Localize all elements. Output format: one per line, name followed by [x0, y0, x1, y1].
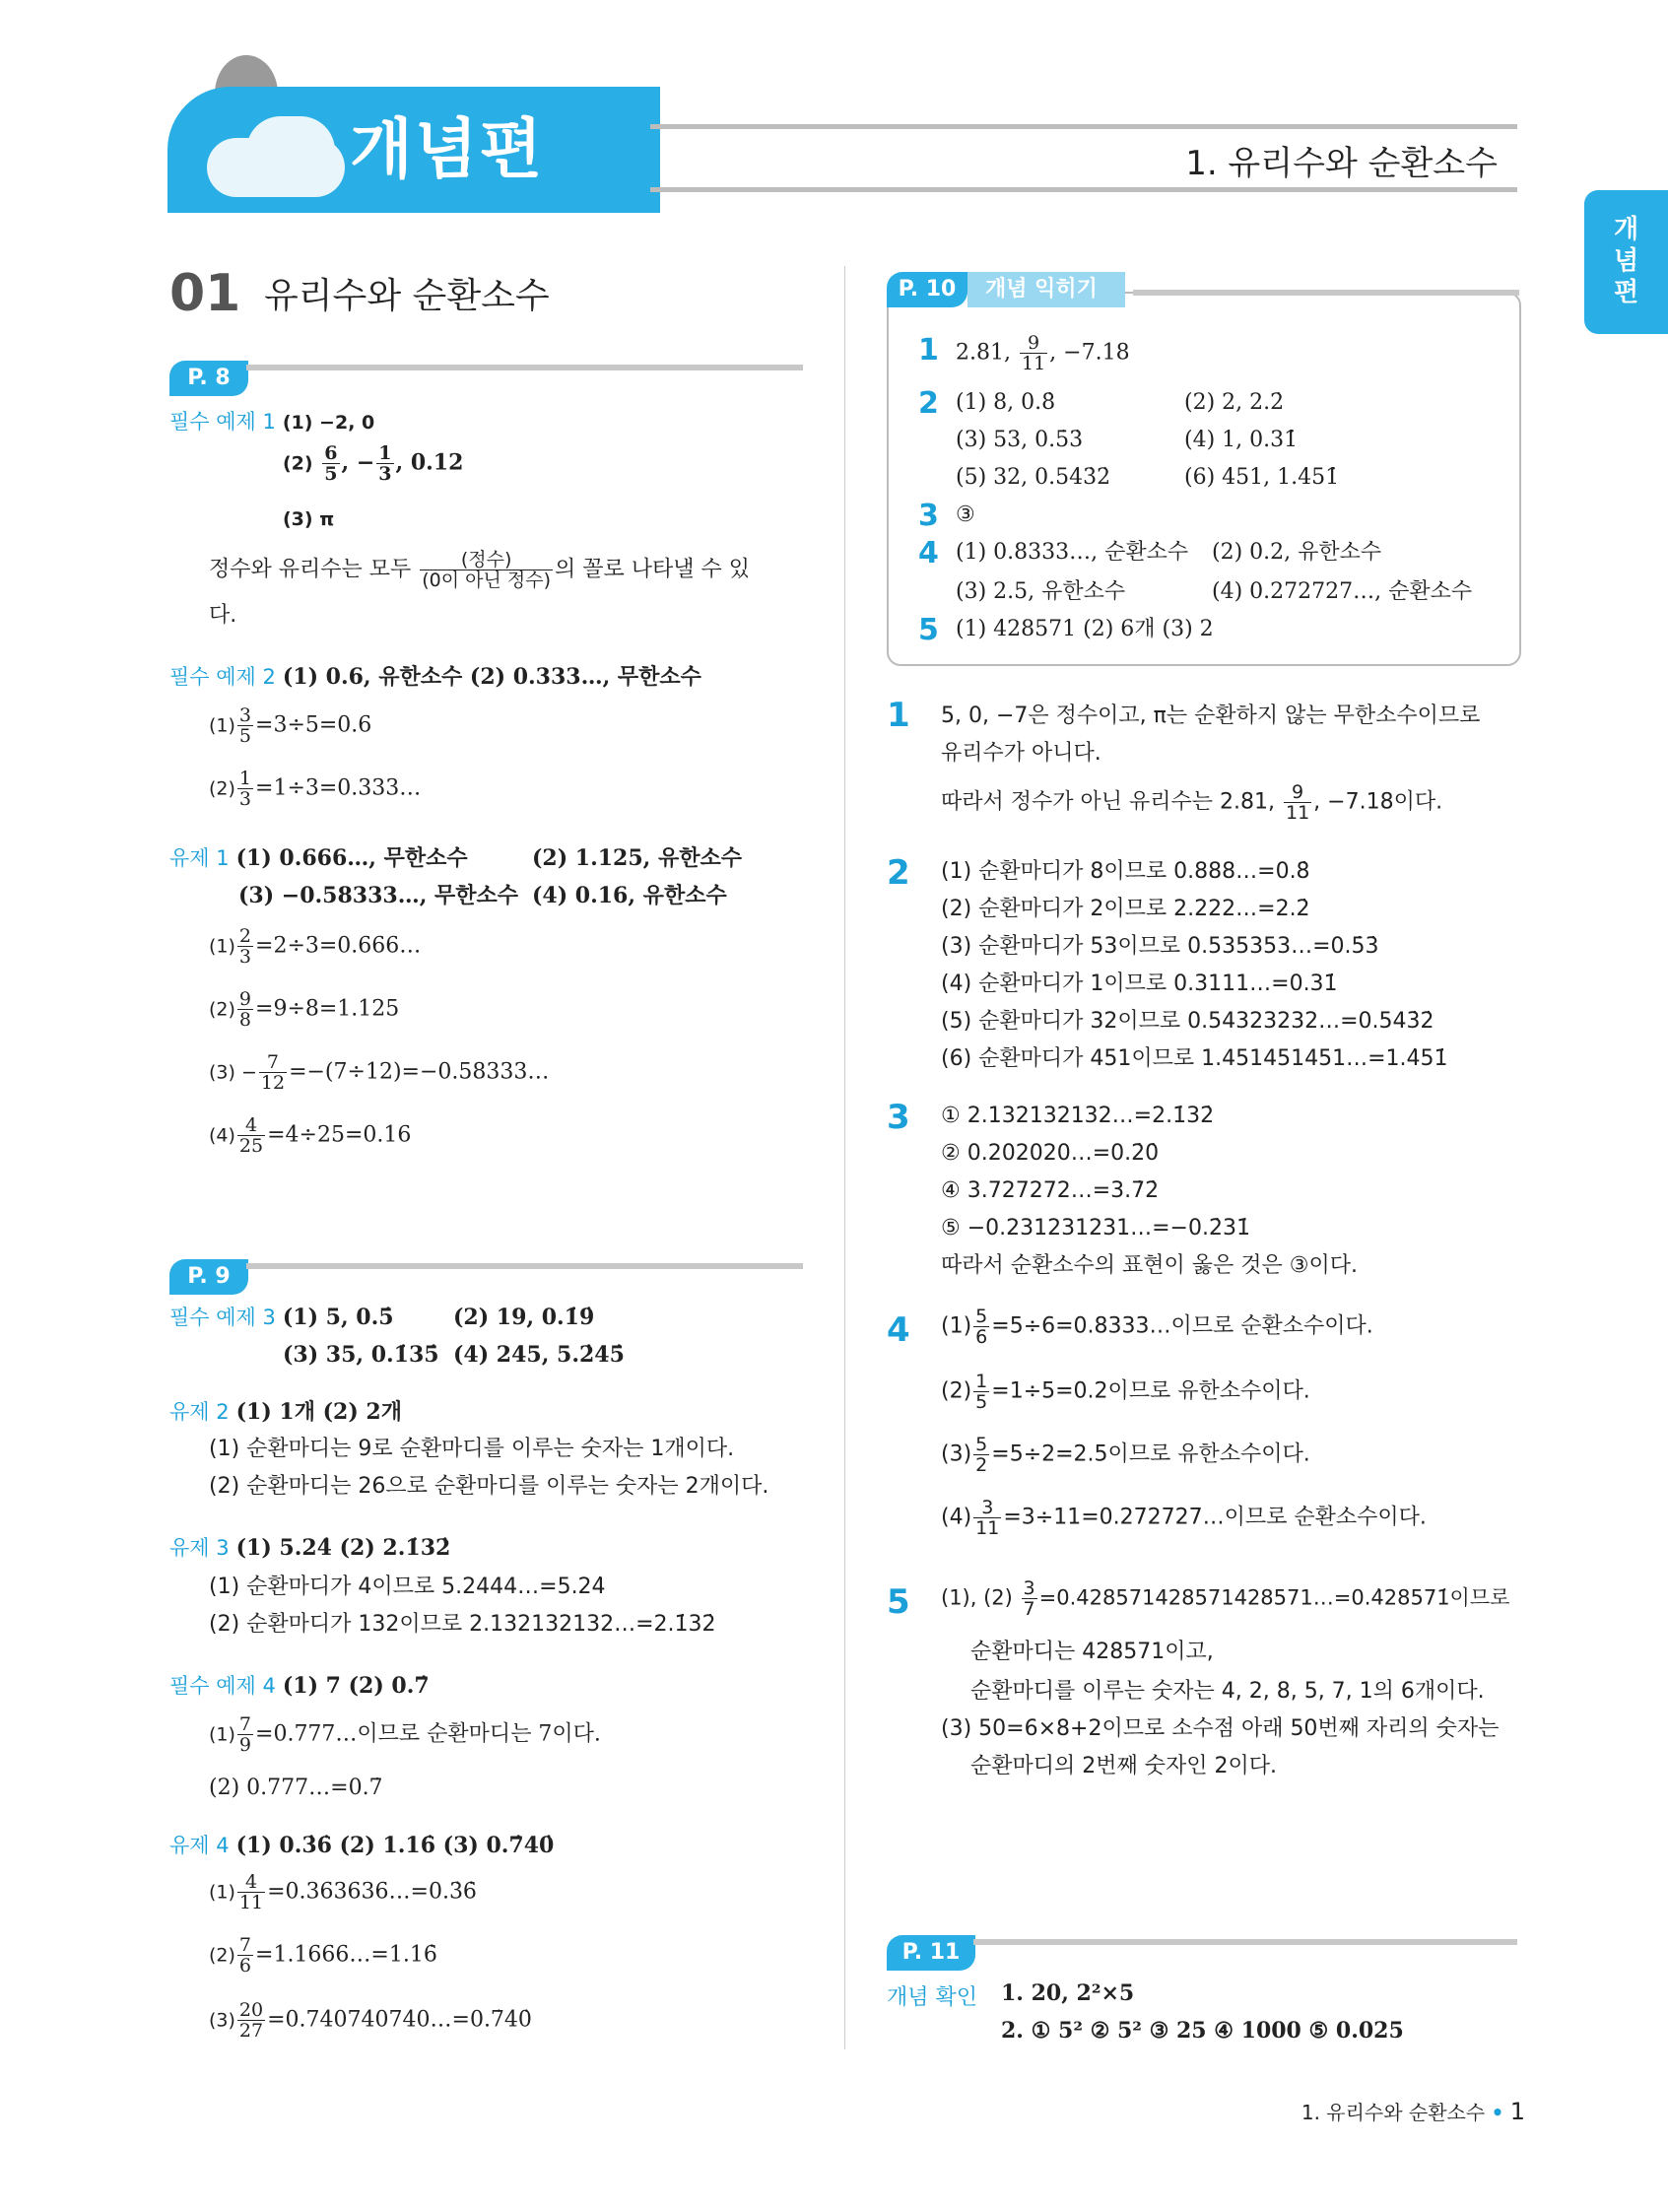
- concept-practice-tag: 개념 익히기: [967, 272, 1125, 307]
- exercise-4-line-2: (2) $\frac{7}{6}$ =1.1666…=1.16̇: [209, 1934, 437, 1977]
- footer-bullet: •: [1491, 2101, 1504, 2124]
- question-number: 4: [918, 536, 939, 570]
- example-1-answer-3: (3) π: [283, 508, 335, 530]
- solution-5-line-5: 순환마디의 2번째 숫자인 2이다.: [970, 1754, 1277, 1778]
- solution-3-line-2: ② 0.202020…=0.2̇0̇: [941, 1141, 1160, 1166]
- example-3-answer-4: (4) 245, 5.2̇45̇: [453, 1342, 625, 1368]
- solution-2-line-6: (6) 순환마디가 451이므로 1.451451451…=1.4̇51̇: [941, 1046, 1448, 1071]
- solution-2-line-2: (2) 순환마디가 2이므로 2.222…=2.2̇: [941, 897, 1310, 921]
- solution-3-line-4: ⑤ −0.231231231…=−0.2̇31̇: [941, 1216, 1250, 1240]
- solution-2-line-1: (1) 순환마디가 8이므로 0.888…=0.8̇: [941, 859, 1310, 884]
- solution-number: 1: [887, 696, 910, 735]
- solution-number: 3: [887, 1098, 910, 1137]
- concept-check-line-1: 1. 20, 2²×5: [1001, 1980, 1135, 2006]
- example-2: 필수 예제 2 (1) 0.6, 유한소수 (2) 0.333…, 무한소수: [169, 664, 701, 690]
- exercise-1-line-4: (4) $\frac{4}{25}$ =4÷25=0.16: [209, 1114, 412, 1157]
- example-1-explanation-end: 다.: [209, 603, 237, 628]
- example-4-line-2: (2) 0.777…=0.7̇: [209, 1776, 383, 1800]
- page-number: 1: [1509, 2098, 1525, 2125]
- solution-number: 4: [887, 1310, 910, 1350]
- tag-rule: [973, 1939, 1517, 1945]
- solution-2-line-4: (4) 순환마디가 1이므로 0.3111…=0.31̇: [941, 972, 1338, 996]
- section-number: 01: [169, 264, 241, 323]
- question-number: 2: [918, 386, 939, 421]
- side-tab: [1584, 190, 1668, 334]
- exercise-4-line-1: (1) $\frac{4}{11}$ =0.363636…=0.3̇6̇: [209, 1871, 477, 1913]
- example-1: 필수 예제 1 (1) −2, 0: [169, 410, 375, 434]
- answer-2-4: (4) 1, 0.31̇: [1184, 428, 1299, 452]
- footer-text: 1. 유리수와 순환소수: [1301, 2101, 1486, 2124]
- exercise-2-line-1: (1) 순환마디는 9로 순환마디를 이루는 숫자는 1개이다.: [209, 1437, 735, 1461]
- answer-1: 2.81, $\frac{9}{11}$ , −7.18: [956, 332, 1130, 374]
- column-divider: [844, 266, 845, 2049]
- tag-rule: [246, 365, 803, 370]
- solution-4-line-1: (1) $\frac{5}{6}$ =5÷6=0.8333…이므로 순환소수이다.: [941, 1306, 1373, 1348]
- exercise-1-answer-4: (4) 0.16, 유한소수: [532, 883, 727, 908]
- header-rule: [650, 124, 1517, 129]
- solution-1-line-3: 따라서 정수가 아닌 유리수는 2.81, $\frac{9}{11}$ , −7.18이다.: [941, 781, 1443, 824]
- answer-2-5: (5) 32, 0.543̇2̇: [956, 465, 1111, 490]
- page-tag: P. 10: [887, 272, 967, 307]
- answer-4-3: (3) 2.5, 유한소수: [956, 579, 1126, 604]
- solution-4-line-2: (2) $\frac{1}{5}$ =1÷5=0.2이므로 유한소수이다.: [941, 1371, 1310, 1413]
- exercise-3-line-1: (1) 순환마디가 4이므로 5.2444…=5.24̇: [209, 1575, 606, 1599]
- exercise-1-answer-2: (2) 1.125, 유한소수: [532, 845, 743, 871]
- answer-5: (1) 428571 (2) 6개 (3) 2: [956, 617, 1214, 641]
- solution-5-line-1: (1), (2) $\frac{3}{7}$ =0.428571428571428571…=0.4̇28571̇이므로: [941, 1577, 1510, 1620]
- solution-3-line-1: ① 2.132132132…=2.1̇32̇: [941, 1104, 1215, 1128]
- solution-number: 5: [887, 1582, 910, 1622]
- page-title: 개념편: [350, 111, 545, 187]
- answer-2-3: (3) 53, 0.5̇3̇: [956, 428, 1084, 452]
- solution-2-line-3: (3) 순환마디가 53이므로 0.535353…=0.5̇3̇: [941, 934, 1379, 959]
- exercise-1-line-3: (3) − $\frac{7}{12}$ =−(7÷12)=−0.58333…: [209, 1051, 550, 1094]
- solution-5-line-3: 순환마디를 이루는 숫자는 4, 2, 8, 5, 7, 1의 6개이다.: [970, 1679, 1485, 1704]
- exercise-1-line-2: (2) $\frac{9}{8}$ =9÷8=1.125: [209, 988, 400, 1031]
- concept-check-label: 개념 확인: [887, 1985, 978, 2010]
- solution-number: 2: [887, 853, 910, 893]
- answer-2-1: (1) 8, 0.8̇: [956, 390, 1056, 415]
- page-tag: P. 8: [169, 361, 248, 396]
- page-footer: [1301, 2097, 1525, 2125]
- page-tag: P. 11: [887, 1935, 975, 1971]
- answer-2-2: (2) 2, 2.2̇: [1184, 390, 1285, 415]
- exercise-3: 유제 3 (1) 5.24̇ (2) 2.1̇32̇: [169, 1535, 451, 1561]
- exercise-3-line-2: (2) 순환마디가 132이므로 2.132132132…=2.1̇32̇: [209, 1612, 716, 1637]
- example-3: 필수 예제 3 (1) 5, 0.5̇: [169, 1305, 394, 1330]
- solution-1-line-2: 유리수가 아니다.: [941, 741, 1101, 766]
- solution-4-line-3: (3) $\frac{5}{2}$ =5÷2=2.5이므로 유한소수이다.: [941, 1434, 1310, 1476]
- solution-5-line-2: 순환마디는 428571이고,: [970, 1640, 1214, 1664]
- question-number: 5: [918, 613, 939, 647]
- question-number: 3: [918, 499, 939, 533]
- example-1-explanation: 정수와 유리수는 모두 $\frac{\text{(정수)}}{\text{(0이 아닌 정수)}}$ 의 꼴로 나타낼 수 있: [209, 549, 751, 591]
- exercise-2: 유제 2 (1) 1개 (2) 2개: [169, 1399, 402, 1425]
- solution-1-line-1: 5, 0, −7은 정수이고, π는 순환하지 않는 무한소수이므로: [941, 704, 1481, 728]
- concept-check-line-2: 2. ① 5² ② 5² ③ 25 ④ 1000 ⑤ 0.025: [1001, 2018, 1404, 2044]
- tag-rule: [1133, 290, 1519, 296]
- exercise-1-line-1: (1) $\frac{2}{3}$ =2÷3=0.666…: [209, 925, 422, 968]
- exercise-2-line-2: (2) 순환마디는 26으로 순환마디를 이루는 숫자는 2개이다.: [209, 1474, 769, 1499]
- solution-3-line-3: ④ 3.727272…=3.7̇2̇: [941, 1178, 1160, 1203]
- example-4: 필수 예제 4 (1) 7 (2) 0.7̇: [169, 1673, 430, 1699]
- solution-2-line-5: (5) 순환마디가 32이므로 0.54323232…=0.543̇2̇: [941, 1009, 1434, 1034]
- page-tag: P. 9: [169, 1259, 248, 1295]
- cloud-icon: [246, 116, 335, 185]
- side-tab-label: 개념편: [1613, 215, 1639, 307]
- chapter-title: 1. 유리수와 순환소수: [1185, 144, 1498, 183]
- exercise-4-line-3: (3) $\frac{20}{27}$ =0.740740740…=0.7̇40̇: [209, 1999, 532, 2042]
- exercise-1: 유제 1 (1) 0.666…, 무한소수: [169, 845, 468, 871]
- exercise-4: 유제 4 (1) 0.3̇6̇ (2) 1.16̇ (3) 0.7̇40̇: [169, 1833, 555, 1858]
- question-number: 1: [918, 333, 939, 368]
- header-rule: [650, 187, 1517, 192]
- section-title: 유리수와 순환소수: [264, 276, 550, 316]
- example-2-line-1: (1) $\frac{3}{5}$ =3÷5=0.6: [209, 704, 372, 747]
- exercise-1-answer-3: (3) −0.58333…, 무한소수: [238, 883, 519, 908]
- solution-4-line-4: (4) $\frac{3}{11}$ =3÷11=0.272727…이므로 순환소수이다.: [941, 1497, 1427, 1539]
- tag-rule: [246, 1263, 803, 1269]
- solution-3-line-5: 따라서 순환소수의 표현이 옳은 것은 ③이다.: [941, 1253, 1358, 1278]
- solution-5-line-4: (3) 50=6×8+2이므로 소수점 아래 50번째 자리의 숫자는: [941, 1716, 1500, 1741]
- example-2-line-2: (2) $\frac{1}{3}$ =1÷3=0.333…: [209, 768, 422, 810]
- example-4-line-1: (1) $\frac{7}{9}$ =0.777…이므로 순환마디는 7이다.: [209, 1713, 601, 1756]
- example-3-answer-3: (3) 35, 0.1̇35̇: [283, 1342, 439, 1368]
- answer-4-2: (2) 0.2, 유한소수: [1212, 540, 1382, 565]
- example-3-answer-2: (2) 19, 0.1̇9̇: [453, 1305, 595, 1330]
- answer-2-6: (6) 451, 1.4̇51̇: [1184, 465, 1340, 490]
- answer-4-4: (4) 0.272727…, 순환소수: [1212, 579, 1473, 604]
- answer-4-1: (1) 0.8333…, 순환소수: [956, 540, 1189, 565]
- answer-3: ③: [956, 503, 975, 527]
- example-1-answer-2: (2) $\frac{6}{5}$ , − $\frac{1}{3}$ , 0.12: [283, 442, 464, 485]
